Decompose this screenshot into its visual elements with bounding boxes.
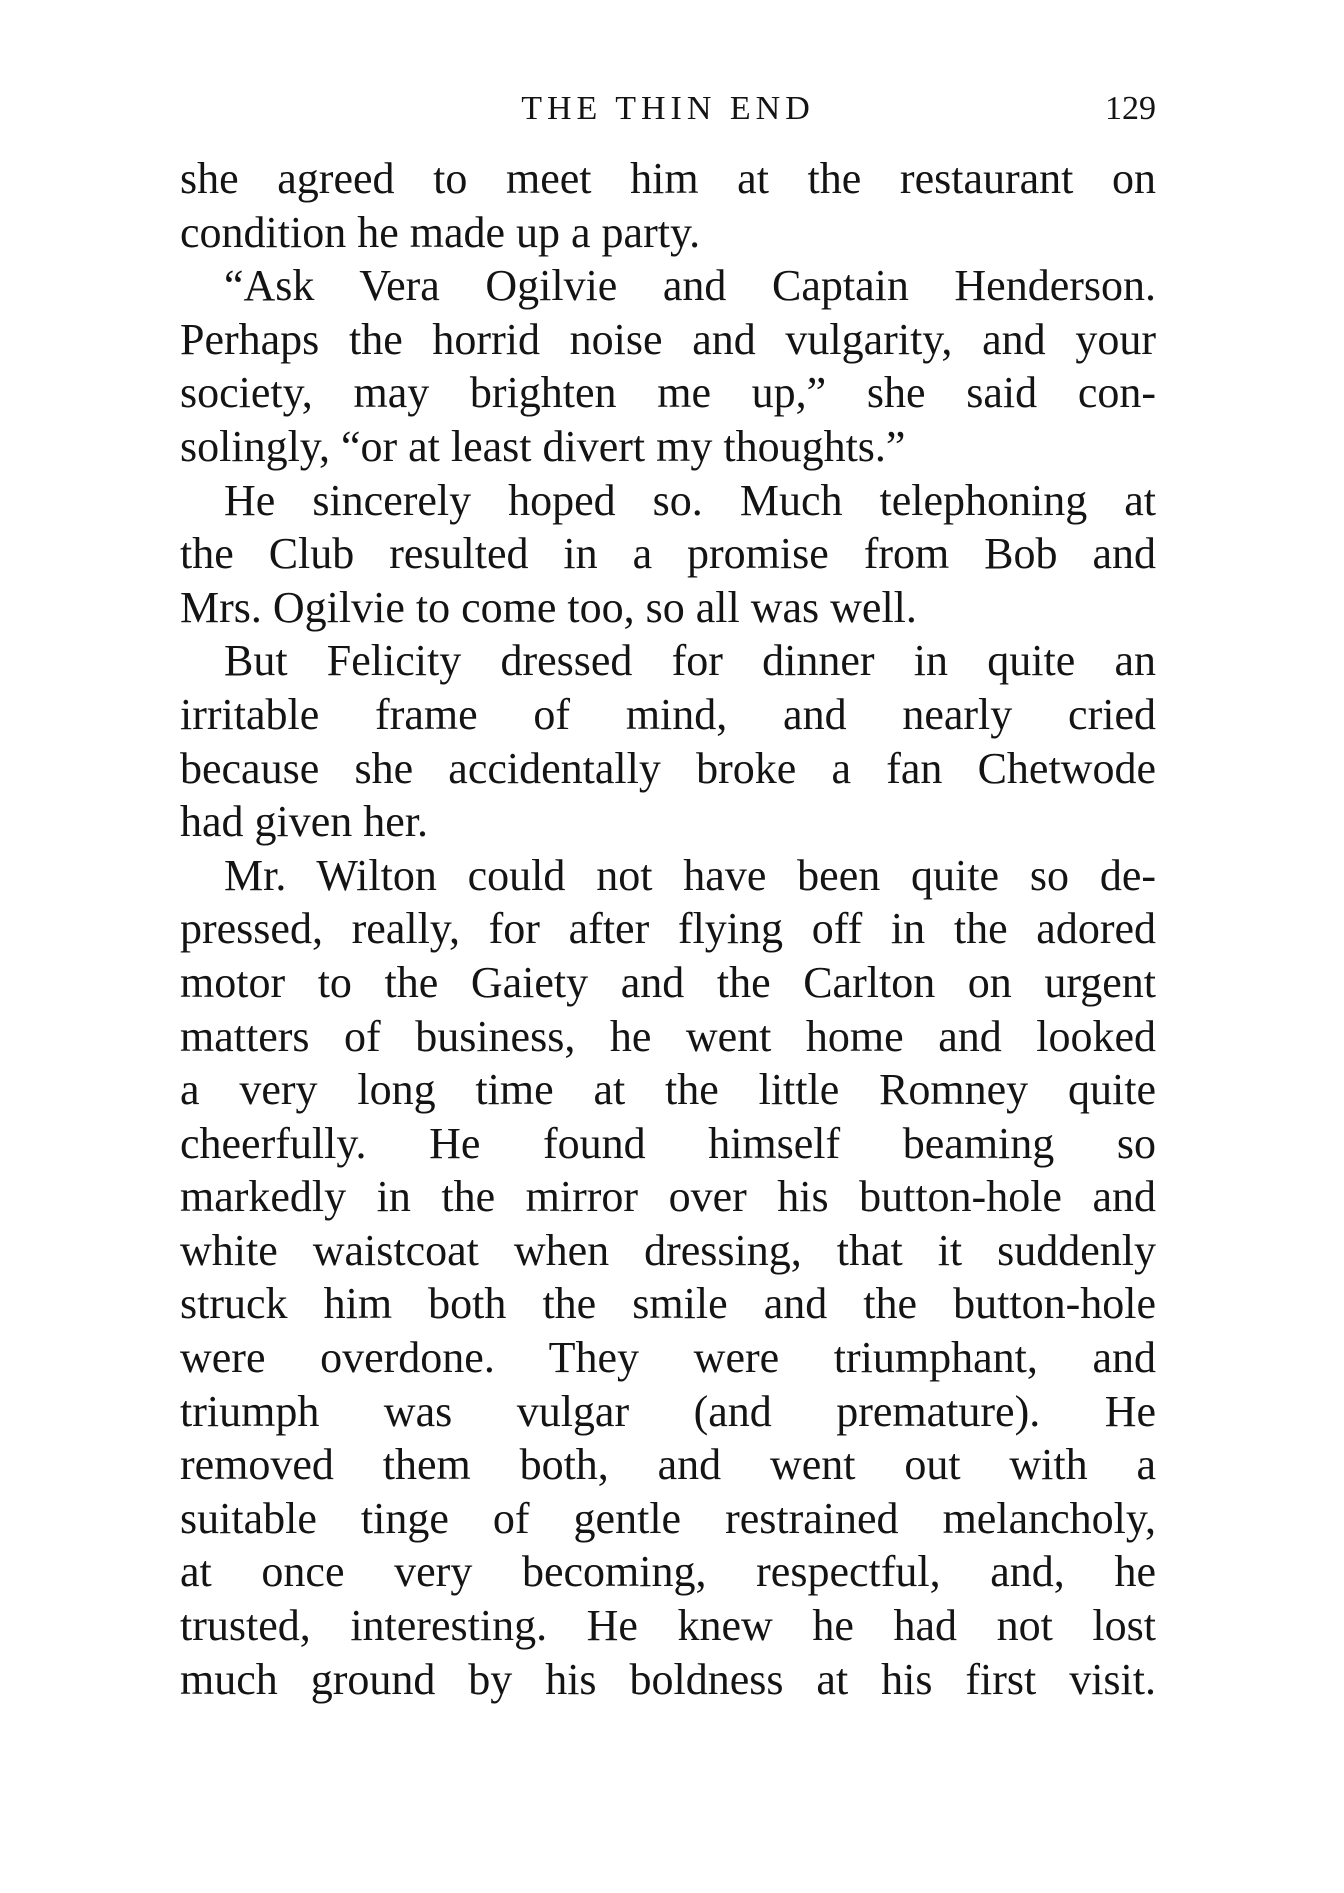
text-line: the Club resulted in a promise from Bob and	[180, 529, 1156, 579]
page-number: 129	[1105, 90, 1156, 127]
text-line: cheerfully. He found himself beaming so	[180, 1118, 1156, 1168]
text-line: struck him both the smile and the button-hole	[180, 1279, 1156, 1329]
text-line: But Felicity dressed for dinner in quite an	[224, 636, 1156, 686]
body-text	[180, 152, 1156, 1706]
text-line: trusted, interesting. He knew he had not lost	[180, 1601, 1156, 1651]
text-line: irritable frame of mind, and nearly cried	[180, 689, 1156, 739]
text-line: Mrs. Ogilvie to come too, so all was well.	[180, 582, 917, 632]
text-line: Perhaps the horrid noise and vulgarity, and your	[180, 314, 1156, 364]
text-line: removed them both, and went out with a	[180, 1440, 1156, 1490]
text-line: she agreed to meet him at the restaurant on	[180, 154, 1156, 203]
text-line: markedly in the mirror over his button-hole and	[180, 1172, 1156, 1222]
text-line: He sincerely hoped so. Much telephoning at	[224, 475, 1156, 525]
running-title: THE THIN END	[521, 90, 815, 127]
text-line: “Ask Vera Ogilvie and Captain Henderson.	[224, 261, 1156, 311]
text-line: at once very becoming, respectful, and, he	[180, 1547, 1156, 1597]
text-line: condition he made up a party.	[180, 207, 701, 257]
running-head	[180, 84, 1156, 134]
text-line: had given her.	[180, 797, 429, 847]
text-line: a very long time at the little Romney quite	[180, 1065, 1156, 1115]
text-line: were overdone. They were triumphant, and	[180, 1333, 1156, 1383]
text-line: solingly, “or at least divert my thoughts.”	[180, 421, 906, 471]
text-line: much ground by his boldness at his first visit.	[180, 1654, 1156, 1704]
text-line: society, may brighten me up,” she said con-	[180, 368, 1156, 418]
text-line: Mr. Wilton could not have been quite so de-	[224, 850, 1156, 900]
text-line: motor to the Gaiety and the Carlton on urgent	[180, 957, 1156, 1007]
text-line: suitable tinge of gentle restrained melancholy,	[180, 1493, 1156, 1543]
text-line: because she accidentally broke a fan Chetwode	[180, 743, 1156, 793]
text-line: matters of business, he went home and looked	[180, 1011, 1156, 1061]
text-line: pressed, really, for after flying off in the adored	[180, 904, 1156, 954]
text-line: triumph was vulgar (and premature). He	[180, 1386, 1156, 1436]
text-line: white waistcoat when dressing, that it suddenly	[180, 1225, 1156, 1275]
